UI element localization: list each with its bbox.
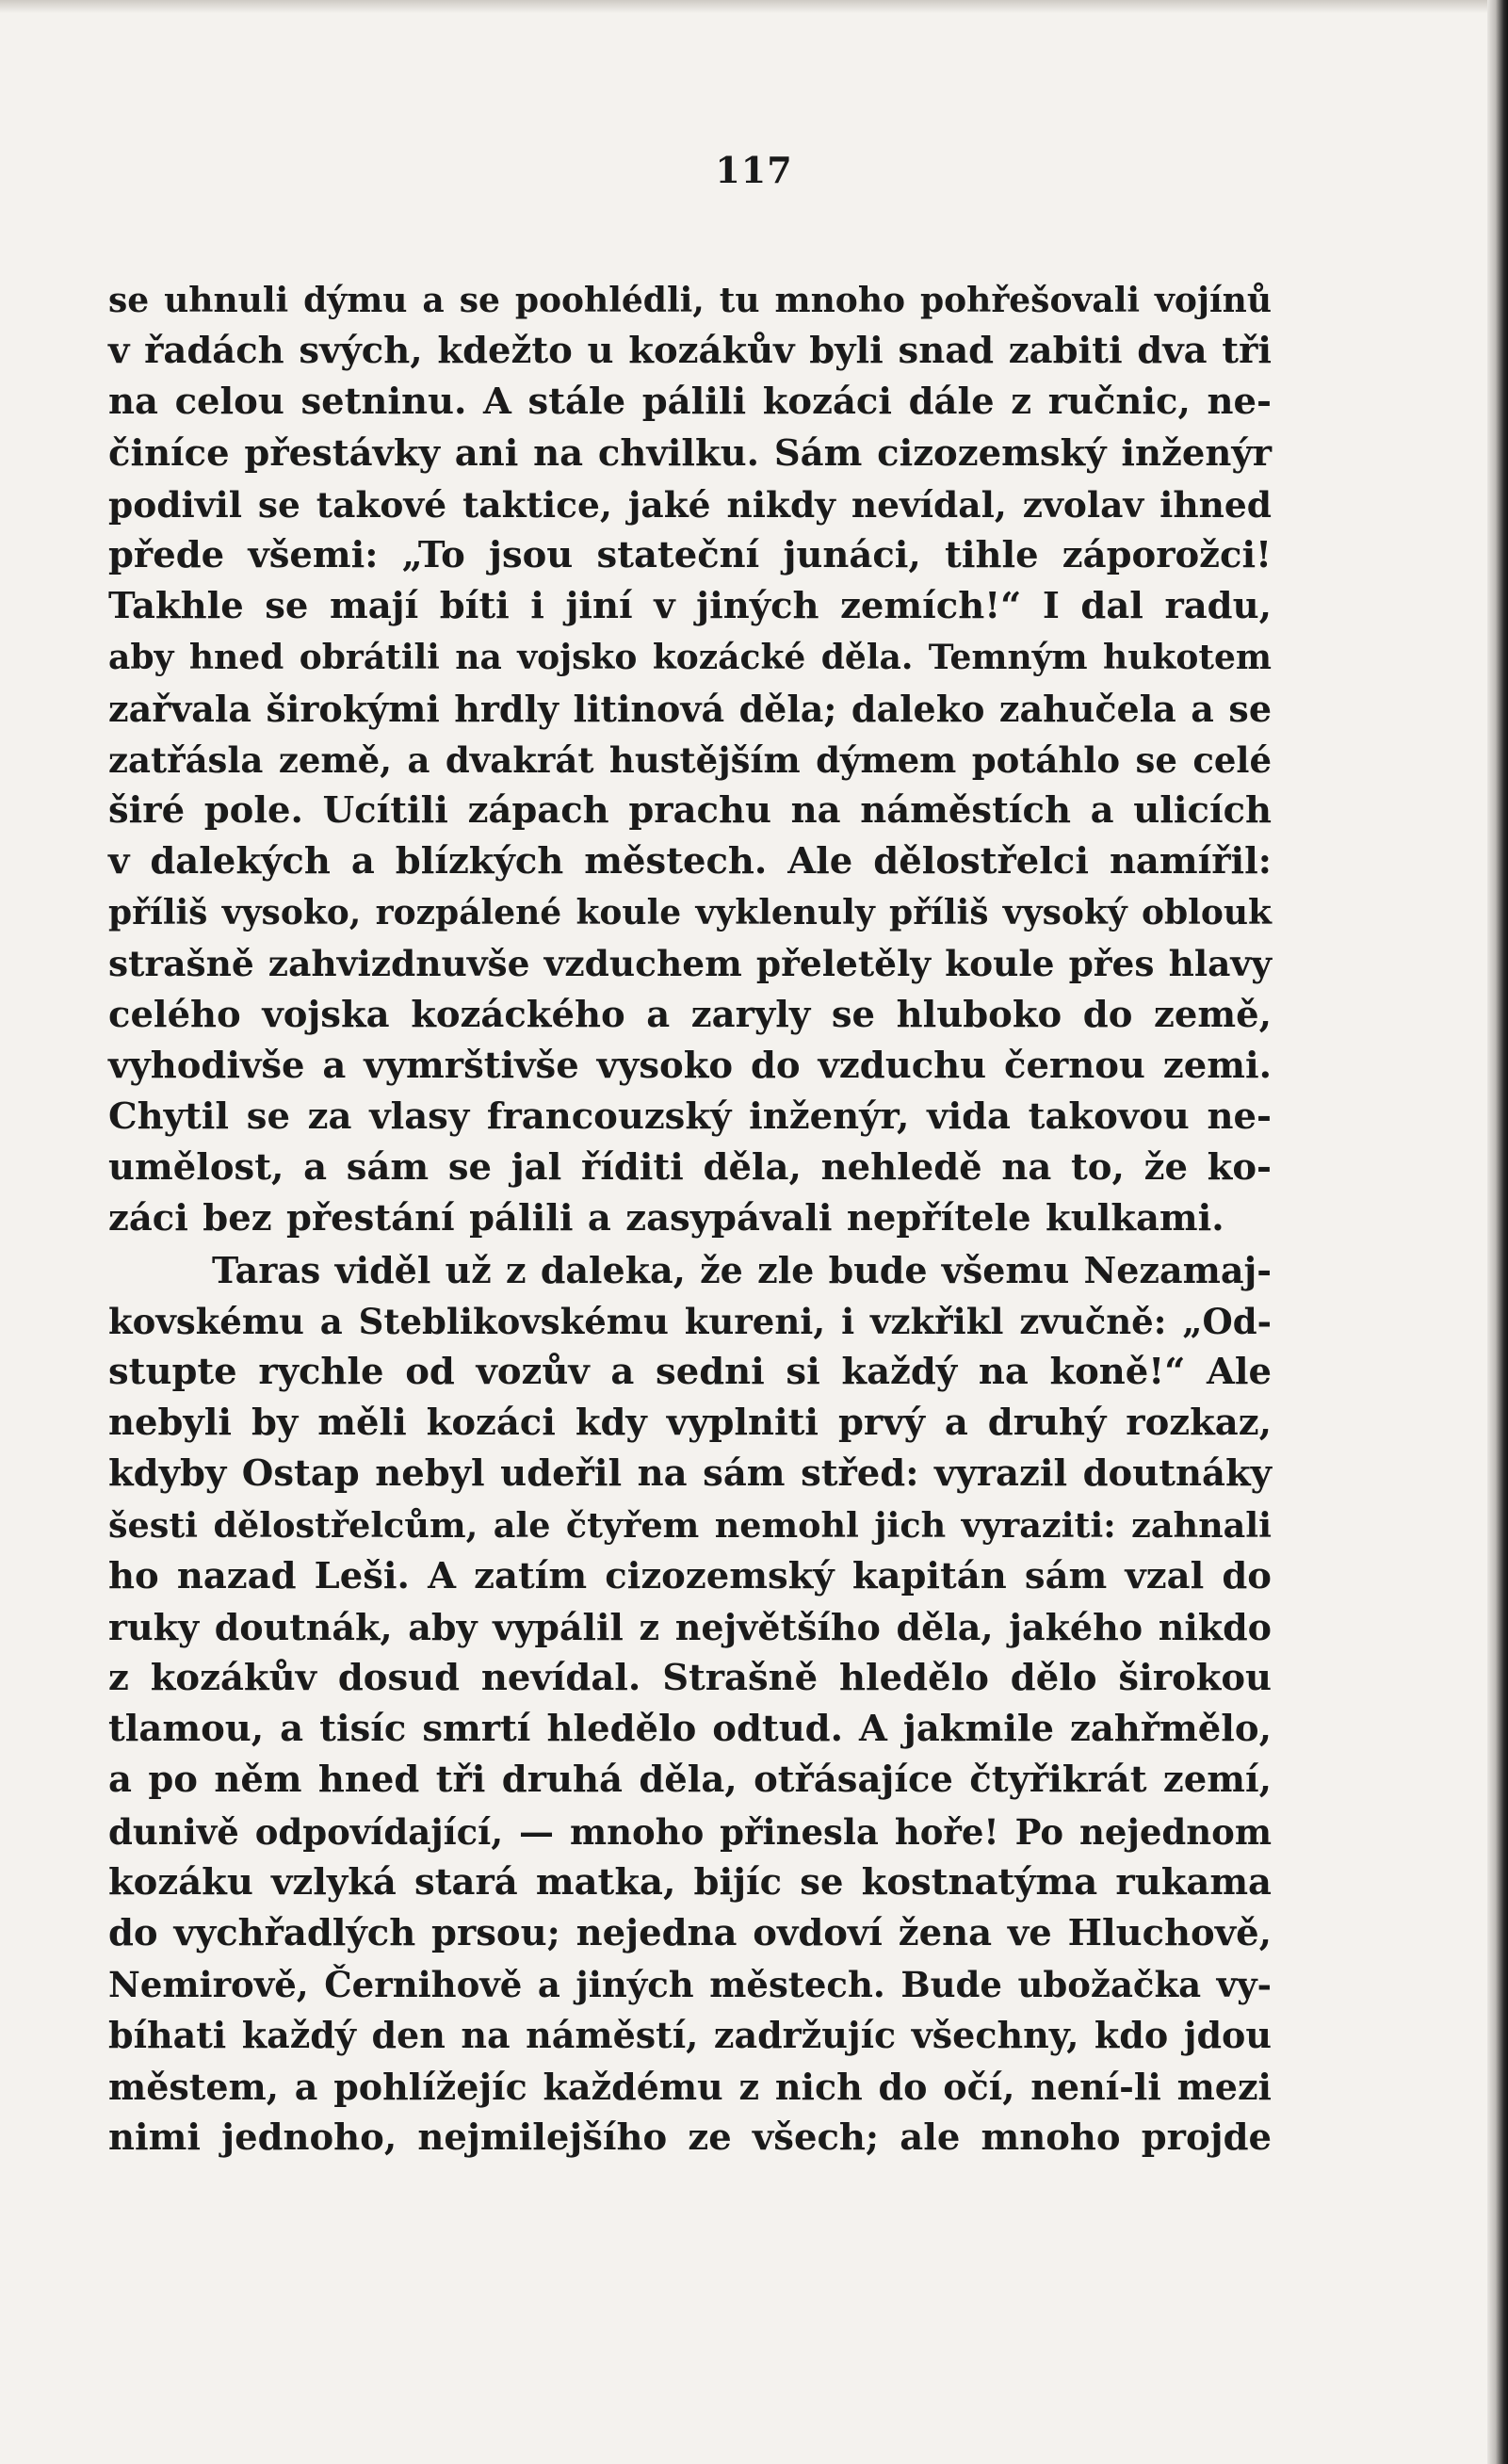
- body-text: [108, 275, 1272, 2164]
- text-line: z kozákův dosud nevídal. Strašně hledělo dělo širokou: [108, 1657, 1272, 1700]
- page-right-edge: [1487, 0, 1508, 2464]
- text-line: vyhodivše a vymrštivše vysoko do vzduchu černou zemi.: [108, 1044, 1272, 1087]
- text-line: přede všemi: „To jsou stateční junáci, tihle záporožci!: [108, 533, 1272, 576]
- text-line: celého vojska kozáckého a zaryly se hluboko do země,: [108, 993, 1272, 1036]
- text-line: dunivě odpovídající, — mnoho přinesla hoře! Po nejednom: [108, 1810, 1272, 1853]
- text-line: zařvala širokými hrdly litinová děla; daleko zahučela a se: [108, 687, 1272, 730]
- text-line: Takhle se mají bíti i jiní v jiných zemích!“ I dal radu,: [108, 585, 1272, 628]
- text-line: Chytil se za vlasy francouzský inženýr, vida takovou ne-: [108, 1095, 1272, 1138]
- text-line: kozáku vzlyká stará matka, bijíc se kostnatýma rukama: [108, 1860, 1272, 1904]
- text-line: městem, a pohlížejíc každému z nich do očí, není-li mezi: [108, 2065, 1272, 2108]
- text-line: stupte rychle od vozův a sedni si každý na koně!“ Ale: [108, 1350, 1272, 1393]
- text-line: ruky doutnák, aby vypálil z největšího děla, jakého nikdo: [108, 1605, 1272, 1648]
- text-line: v dalekých a blízkých městech. Ale dělostřelci namířil:: [108, 840, 1272, 883]
- text-line: nebyli by měli kozáci kdy vyplniti prvý a druhý rozkaz,: [108, 1402, 1272, 1445]
- text-line: kdyby Ostap nebyl udeřil na sám střed: vyrazil doutnáky: [108, 1452, 1272, 1496]
- text-line: a po něm hned tři druhá děla, otřásajíce čtyřikrát zemí,: [108, 1759, 1272, 1802]
- text-line: kovskému a Steblikovskému kureni, i vzkřikl zvučně: „Od-: [108, 1300, 1272, 1342]
- text-line: nimi jednoho, nejmilejšího ze všech; ale mnoho projde: [108, 2115, 1272, 2159]
- page-top-shadow: [0, 0, 1508, 13]
- text-line: strašně zahvizdnuvše vzduchem přeletěly koule přes hlavy: [108, 943, 1272, 985]
- text-line: činíce přestávky ani na chvilku. Sám cizozemský inženýr: [108, 431, 1272, 475]
- page-number: 117: [715, 149, 793, 191]
- text-line: umělost, a sám se jal říditi děla, nehledě na to, že ko-: [108, 1146, 1272, 1190]
- text-line: širé pole. Ucítili zápach prachu na náměstích a ulicích: [108, 788, 1272, 832]
- text-line: tlamou, a tisíc smrtí hledělo odtud. A jakmile zahřmělo,: [108, 1708, 1272, 1751]
- text-line: na celou setninu. A stále pálili kozáci dále z ručnic, ne-: [108, 381, 1272, 424]
- text-line: ho nazad Leši. A zatím cizozemský kapitán sám vzal do: [108, 1554, 1272, 1597]
- text-line: do vychřadlých prsou; nejedna ovdoví žena ve Hluchově,: [108, 1912, 1272, 1954]
- text-line: šesti dělostřelcům, ale čtyřem nemohl jich vyraziti: zahnali: [108, 1504, 1272, 1546]
- text-line: bíhati každý den na náměstí, zadržujíc všechny, kdo jdou: [108, 2014, 1272, 2057]
- text-line: se uhnuli dýmu a se poohlédli, tu mnoho pohřešovali vojínů: [108, 281, 1272, 320]
- text-line: Nemirově, Černihově a jiných městech. Bude ubožačka vy-: [108, 1964, 1272, 2006]
- text-line: zatřásla země, a dvakrát hustějším dýmem potáhlo se celé: [108, 738, 1272, 781]
- text-line: záci bez přestání pálili a zasypávali nepřítele kulkami.: [108, 1197, 1224, 1240]
- text-line: Taras viděl už z daleka, že zle bude všemu Nezamaj-: [212, 1248, 1272, 1291]
- text-line: v řadách svých, kdežto u kozákův byli snad zabiti dva tři: [108, 330, 1272, 373]
- text-line: podivil se takové taktice, jaké nikdy nevídal, zvolav ihned: [108, 483, 1272, 526]
- text-line: příliš vysoko, rozpálené koule vyklenuly příliš vysoký oblouk: [108, 893, 1272, 933]
- text-line: aby hned obrátili na vojsko kozácké děla. Temným hukotem: [108, 638, 1272, 678]
